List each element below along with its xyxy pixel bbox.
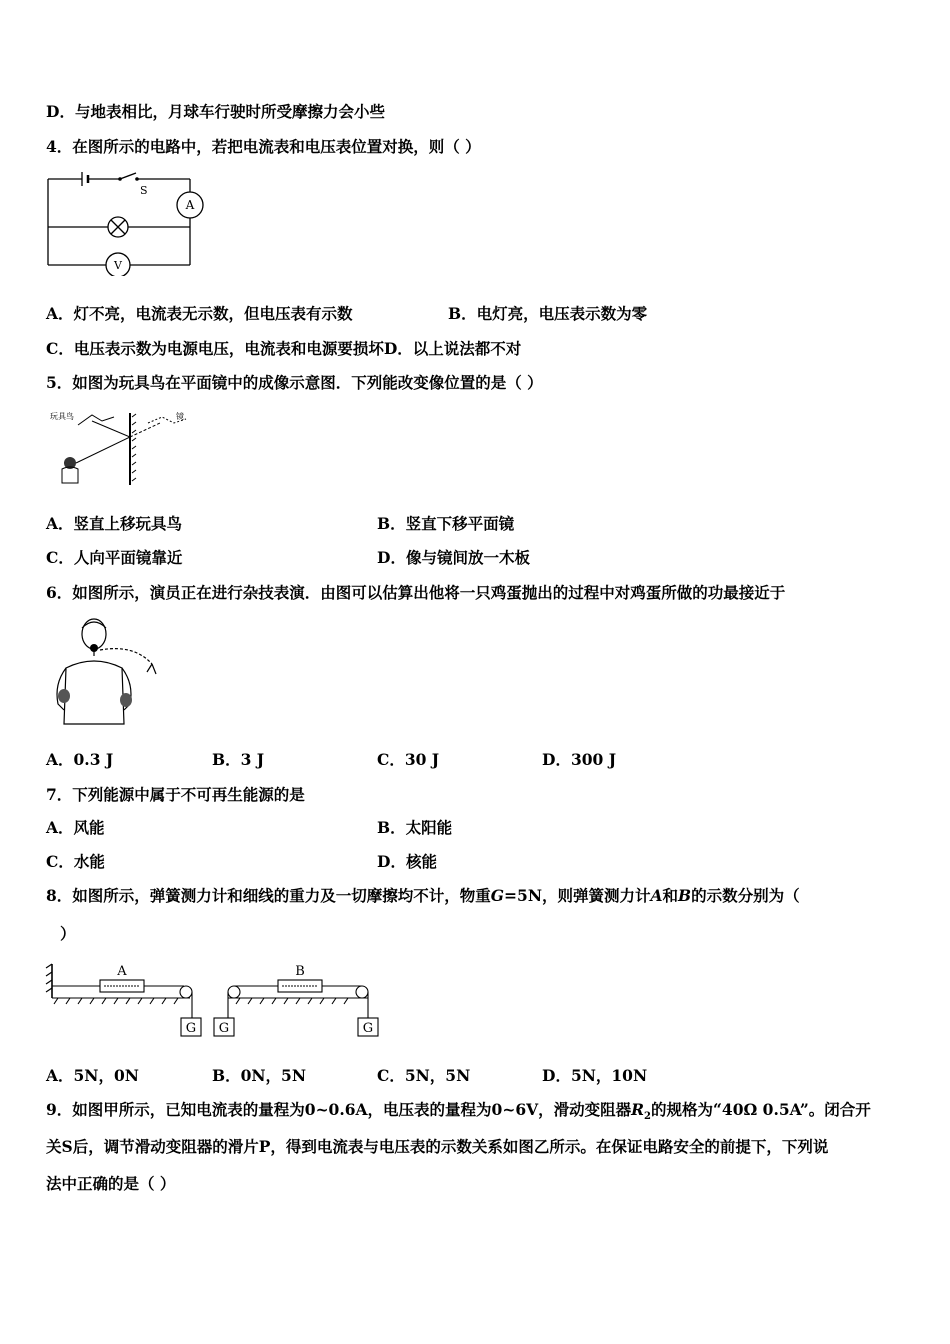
toy-bird — [78, 415, 114, 425]
q9-line3: 法中正确的是（ ） — [46, 1174, 176, 1193]
q8-stem-end: ） — [60, 924, 76, 943]
weight-b-right-label: G — [362, 1021, 374, 1036]
egg-left-hand — [58, 689, 70, 703]
incident-ray — [92, 421, 130, 437]
q9-line2: 关S后，调节滑动变阻器的滑片P，得到电流表与电压表的示数关系如图乙所示。在保证电路安全的前提下，下列说 — [46, 1137, 829, 1156]
weight-a-label: G — [185, 1021, 197, 1036]
switch-label: S — [140, 184, 148, 197]
q4-option-b: B．电灯亮，电压表示数为零 — [448, 304, 648, 323]
q7-stem: 7．下列能源中属于不可再生能源的是 — [46, 785, 305, 804]
weight-b-left-label: G — [218, 1021, 230, 1036]
q8-option-a: A．5N，0N — [46, 1066, 139, 1085]
q8-option-c: C．5N，5N — [377, 1066, 471, 1085]
q7-option-d: D．核能 — [377, 852, 437, 871]
voltmeter-label: V — [114, 259, 122, 272]
egg-trajectory — [100, 649, 152, 664]
q4-option-c: C．电压表示数为电源电压，电流表和电源要损坏 — [46, 339, 384, 358]
q7-option-a: A．风能 — [46, 818, 105, 837]
q4-stem: 4．在图所示的电路中，若把电流表和电压表位置对换，则（ ） — [46, 137, 481, 156]
q6-option-d: D．300 J — [542, 750, 617, 769]
observer-body — [62, 467, 78, 483]
q7-option-c: C．水能 — [46, 852, 105, 871]
q8-option-d: D．5N，10N — [542, 1066, 648, 1085]
q5-option-c: C．人向平面镜靠近 — [46, 548, 183, 567]
pulley-b-right — [356, 986, 368, 998]
q5-option-b: B．竖直下移平面镜 — [377, 514, 515, 533]
q6-option-c: C．30 J — [377, 750, 440, 769]
mirror-image-label: 镜 — [176, 412, 184, 421]
q5-option-a: A．竖直上移玩具鸟 — [46, 514, 183, 533]
q4-option-a: A．灯不亮，电流表无示数，但电压表有示数 — [46, 304, 353, 323]
q4-option-d: D．以上说法都不对 — [383, 339, 522, 358]
pulley-a — [180, 986, 192, 998]
q5-stem: 5．如图为玩具鸟在平面镜中的成像示意图．下列能改变像位置的是（ ） — [46, 373, 543, 392]
q3-option-d: D．与地表相比，月球车行驶时所受摩擦力会小些 — [46, 102, 385, 121]
ammeter-label: A — [185, 198, 195, 212]
pulley-b-left — [228, 986, 240, 998]
q4-circuit-diagram — [44, 170, 206, 276]
q6-option-b: B．3 J — [212, 750, 265, 769]
scale-a-label: A — [117, 964, 127, 979]
scale-b-label: B — [295, 964, 305, 979]
q7-option-b: B．太阳能 — [377, 818, 453, 837]
q6-option-a: A．0.3 J — [46, 750, 114, 769]
juggler-torso — [64, 661, 124, 724]
egg-right-hand — [120, 693, 132, 707]
q8-stem: 8．如图所示，弹簧测力计和细线的重力及一切摩擦均不计，物重G=5N，则弹簧测力计A和B的示数分别为（ — [46, 886, 800, 905]
q8-option-b: B．0N，5N — [212, 1066, 307, 1085]
bird-label: 玩具鸟 — [50, 412, 74, 421]
q9-line1: 9．如图甲所示，已知电流表的量程为0~0.6A，电压表的量程为0~6V，滑动变阻器$R_2$的规格为“40Ω 0.5A”。闭合开 — [46, 1100, 871, 1123]
egg-at-mouth — [90, 644, 98, 652]
switch-blade — [120, 173, 136, 179]
q5-mirror-diagram — [48, 407, 198, 489]
q6-stem: 6．如图所示，演员正在进行杂技表演．由图可以估算出他将一只鸡蛋抛出的过程中对鸡蛋所做的功最接近于 — [46, 583, 786, 602]
q8-spring-scale-diagram — [44, 958, 384, 1040]
q6-juggler-figure — [44, 614, 162, 732]
reflected-ray — [76, 437, 130, 463]
q5-option-d: D．像与镜间放一木板 — [377, 548, 530, 567]
q4-option-cd — [46, 339, 521, 359]
